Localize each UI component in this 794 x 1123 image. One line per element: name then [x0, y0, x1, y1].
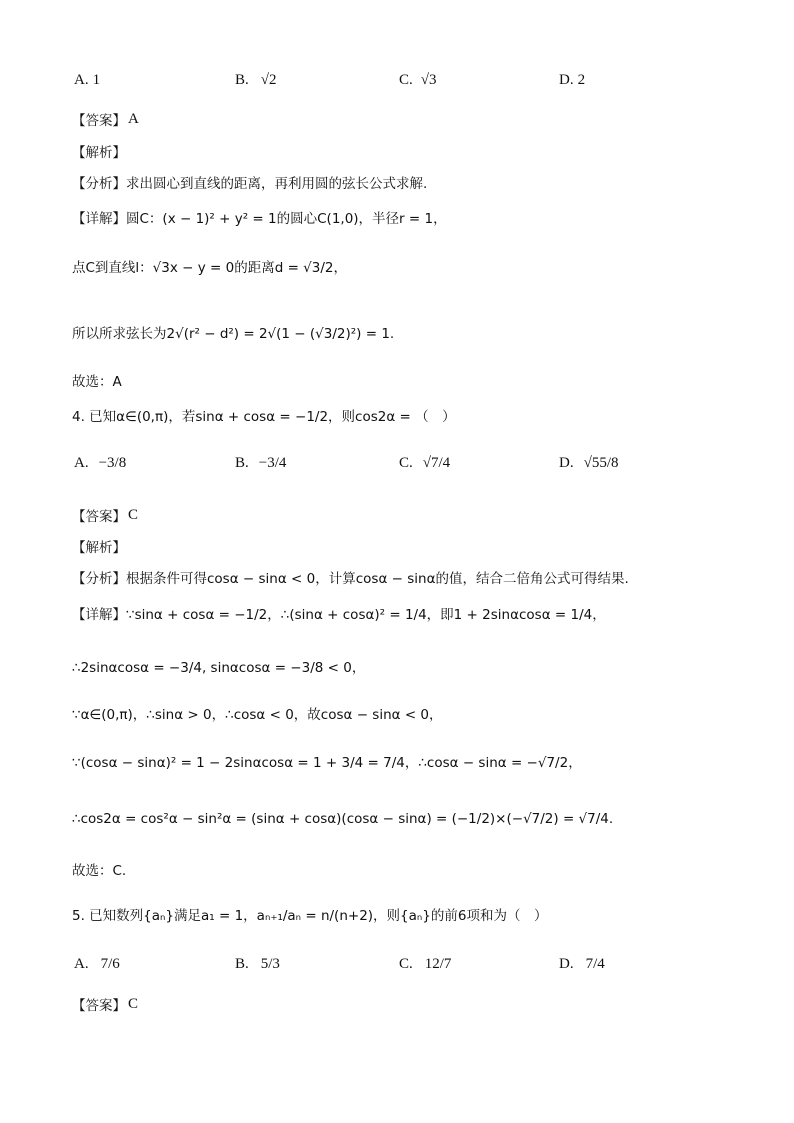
q4-option-c	[397, 455, 452, 472]
option-value: 1	[92, 72, 101, 88]
q4-step5	[72, 811, 613, 827]
q4-step4	[72, 751, 582, 771]
xiangjie-text: 圆C：(x − 1)² + y² = 1的圆心C(1,0)，半径r = 1，	[126, 211, 447, 227]
q5-stem	[72, 904, 547, 924]
question-stem: 4. 已知α∈(0,π)，若sinα + cosα = −1/2，则cos2α = （ ）	[72, 409, 456, 425]
fenxi-tag: 【分析】	[72, 176, 126, 192]
option-value: 5/3	[260, 956, 280, 972]
option-label: C.	[399, 72, 413, 88]
option-label: D.	[559, 956, 574, 972]
q4-step3	[72, 703, 443, 723]
q5-option-c	[397, 956, 453, 973]
step-text: ∵α∈(0,π)，∴sinα > 0，∴cosα < 0，故cosα − sinα < 0，	[72, 707, 443, 723]
answer-tag: 【答案】	[72, 509, 126, 525]
q3-xiangjie-line3	[72, 322, 394, 342]
option-label: C.	[399, 455, 413, 471]
option-label: A.	[74, 956, 89, 972]
q3-option-b	[233, 72, 279, 89]
conclusion-text: 故选：A	[72, 374, 122, 390]
step-text: ∴2sinαcosα = −3/4, sinαcosα = −3/8 < 0，	[72, 660, 366, 676]
answer-value: C	[128, 506, 139, 523]
analysis-tag: 【解析】	[72, 145, 126, 161]
q5-answer-line	[72, 994, 140, 1014]
option-value: 2	[577, 72, 586, 88]
q3-xiangjie-line1	[72, 207, 447, 227]
option-value: √55/8	[583, 455, 619, 471]
q4-option-d	[557, 455, 621, 472]
q3-option-c	[397, 72, 439, 89]
q3-analysis-tag	[72, 141, 126, 161]
option-label: D.	[559, 455, 574, 471]
q3-answer-line	[72, 109, 141, 129]
q3-option-a	[72, 72, 102, 89]
answer-tag: 【答案】	[72, 998, 126, 1014]
option-value: √2	[260, 72, 277, 88]
fenxi-tag: 【分析】	[72, 571, 126, 587]
analysis-tag: 【解析】	[72, 540, 126, 556]
option-value: 12/7	[424, 956, 452, 972]
option-label: B.	[235, 956, 249, 972]
q5-option-a	[72, 956, 122, 973]
option-value: √3	[420, 72, 437, 88]
q4-step2	[72, 656, 365, 676]
option-value: 7/6	[100, 956, 120, 972]
fenxi-text: 根据条件可得cosα − sinα < 0，计算cosα − sinα的值，结合二倍角公式可得结果.	[126, 571, 629, 587]
xiangjie-text: 所以所求弦长为2√(r² − d²) = 2√(1 − (√3/2)²) = 1.	[72, 326, 395, 342]
q4-option-b	[233, 455, 288, 472]
q4-option-a	[72, 455, 128, 472]
option-label: C.	[399, 956, 413, 972]
option-label: A.	[74, 455, 89, 471]
question-stem: 5. 已知数列{aₙ}满足a₁ = 1，aₙ₊₁/aₙ = n/(n+2)，则{aₙ}的前6项和为（ ）	[72, 908, 548, 924]
q4-fenxi	[72, 567, 629, 587]
q3-conclusion	[72, 370, 122, 390]
option-value: √7/4	[422, 455, 451, 471]
q4-stem	[72, 405, 456, 425]
answer-tag: 【答案】	[72, 113, 126, 129]
option-label: A.	[74, 72, 89, 88]
q3-option-d	[557, 72, 587, 89]
q3-xiangjie-line2	[72, 256, 347, 276]
xiangjie-tag: 【详解】	[72, 607, 126, 623]
q4-step1	[72, 603, 606, 623]
step-text: ∵sinα + cosα = −1/2，∴(sinα + cosα)² = 1/4，即1 + 2sinαcosα = 1/4，	[126, 607, 606, 623]
fenxi-text: 求出圆心到直线的距离，再利用圆的弦长公式求解.	[126, 176, 428, 192]
q5-option-d	[557, 956, 607, 973]
q4-answer-line	[72, 505, 140, 525]
xiangjie-tag: 【详解】	[72, 211, 126, 227]
step-text: ∴cos2α = cos²α − sin²α = (sinα + cosα)(cosα − sinα) = (−1/2)×(−√7/2) = √7/4.	[72, 811, 614, 827]
step-text: ∵(cosα − sinα)² = 1 − 2sinαcosα = 1 + 3/4 = 7/4，∴cosα − sinα = −√7/2，	[72, 755, 582, 771]
option-value: −3/4	[258, 455, 287, 471]
option-value: −3/8	[98, 455, 127, 471]
option-label: D.	[559, 72, 574, 88]
xiangjie-text: 点C到直线l：√3x − y = 0的距离d = √3/2，	[72, 260, 348, 276]
conclusion-text: 故选：C.	[72, 863, 127, 879]
option-label: B.	[235, 72, 249, 88]
q5-option-b	[233, 956, 282, 973]
answer-value: C	[128, 995, 139, 1012]
option-label: B.	[235, 455, 249, 471]
q3-fenxi	[72, 172, 427, 192]
option-value: 7/4	[585, 956, 605, 972]
q4-analysis-tag	[72, 536, 126, 556]
q4-conclusion	[72, 859, 126, 879]
answer-value: A	[128, 110, 139, 127]
